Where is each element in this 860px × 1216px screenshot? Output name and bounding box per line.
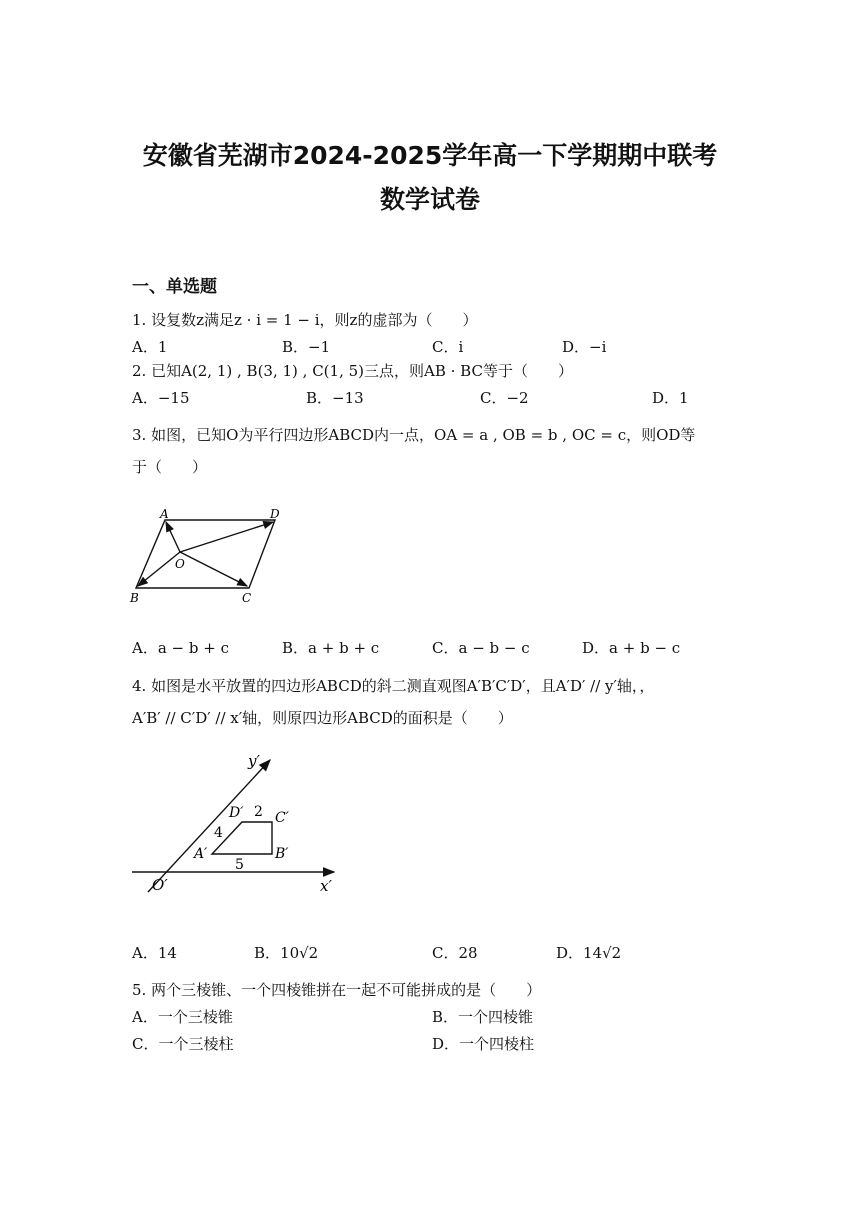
question-1-stem: 1. 设复数z满足z · i = 1 − i，则z的虚部为（ ） [132,311,478,329]
label-a: A [160,507,169,521]
question-5-stem: 5. 两个三棱锥、一个四棱锥拼在一起不可能拼成的是（ ） [132,981,542,999]
label-b: B [130,591,139,605]
length-side: 4 [214,825,223,841]
question-5-option-a: A．一个三棱锥 [132,1008,233,1026]
question-4-stem-line1: 4. 如图是水平放置的四边形ABCD的斜二测直观图A′B′C′D′，且A′D′ // y′轴，， [132,677,655,695]
section-heading: 一、单选题 [132,277,217,297]
question-4-oblique-figure [128,748,348,898]
label-a-prime: A′ [194,846,208,862]
label-b-prime: B′ [275,846,289,862]
question-3-parallelogram-figure [128,506,298,606]
length-top: 2 [254,804,263,820]
question-5-option-d: D．一个四棱柱 [432,1035,535,1053]
question-1-option-d: D．−i [562,338,607,356]
question-4-option-b: B．10√2 [254,944,319,962]
question-1-option-b: B．−1 [282,338,331,356]
length-bottom: 5 [235,857,244,873]
vector-oa [166,522,180,552]
label-o-prime: O′ [152,876,168,894]
question-2-option-a: A．−15 [132,389,190,407]
label-c-prime: C′ [275,810,289,826]
question-3-option-a: A．a − b + c [132,639,229,657]
document-title-line1: 安徽省芜湖市2024-2025学年高一下学期期中联考 [142,141,718,170]
question-4-option-d: D．14√2 [556,944,622,962]
question-4-option-a: A．14 [132,944,177,962]
label-c: C [242,591,252,605]
question-1-option-c: C．i [432,338,464,356]
question-2-stem: 2. 已知A(2, 1) , B(3, 1) , C(1, 5)三点，则AB · BC等于（ ） [132,362,573,380]
parallelogram-abcd [136,520,275,588]
question-5-option-c: C．一个三棱柱 [132,1035,234,1053]
question-5-option-b: B．一个四棱锥 [432,1008,534,1026]
label-y-prime: y′ [248,752,260,770]
vector-oc [180,552,247,586]
label-x-prime: x′ [320,877,332,895]
question-2-option-d: D．1 [652,389,689,407]
question-2-option-c: C．−2 [480,389,529,407]
question-3-stem-line1: 3. 如图，已知O为平行四边形ABCD内一点，OA = a , OB = b , OC = c，则OD等 [132,426,696,444]
question-4-stem-line2: A′B′ // C′D′ // x′轴，则原四边形ABCD的面积是（ ） [132,709,513,727]
label-d-prime: D′ [229,805,244,821]
label-d: D [270,507,280,521]
document-title-line2: 数学试卷 [379,185,480,214]
question-1-option-a: A．1 [132,338,168,356]
question-3-option-d: D．a + b − c [582,639,681,657]
vector-od [180,522,273,552]
question-2-option-b: B．−13 [306,389,364,407]
question-3-stem-line2: 于（ ） [132,458,208,476]
question-3-option-c: C．a − b − c [432,639,530,657]
question-3-option-b: B．a + b + c [282,639,380,657]
label-o: O [175,557,185,571]
question-4-option-c: C．28 [432,944,478,962]
